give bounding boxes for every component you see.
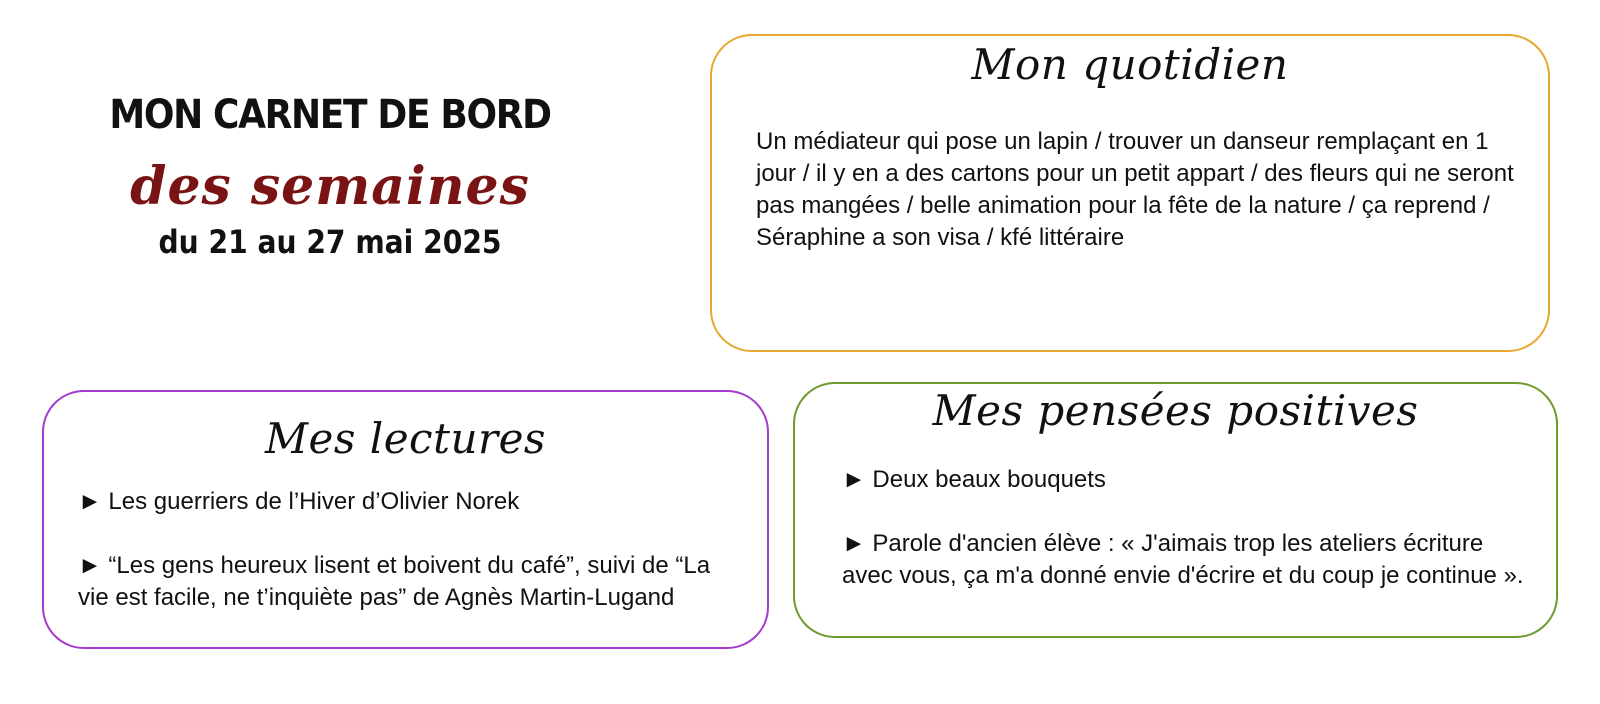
card-mes-pensees-positives [793,382,1558,638]
list-item: ► Deux beaux bouquets [842,466,1106,493]
card-title-lectures: Mes lectures [265,414,546,463]
card-title-quotidien: Mon quotidien [971,40,1289,89]
lectures-list [78,486,745,614]
date-range: du 21 au 27 mai 2025 [158,223,502,261]
quotidien-text: Un médiateur qui pose un lapin / trouver un danseur remplaçant en 1 jour / il y en a des cartons pour un petit appart / des fleurs qui ne seront pas mangées / belle animation pour la fête de la nature / ça reprend / Séraphine a son visa / kfé littéraire [756,128,1514,251]
title-block [60,92,600,261]
list-item: ► Parole d'ancien élève : « J'aimais trop les ateliers écriture avec vous, ça m'a donné envie d'écrire et du coup je continue ». [842,530,1524,589]
card-mon-quotidien [710,34,1550,352]
list-item: ► “Les gens heureux lisent et boivent du café”, suivi de “La vie est facile, ne t’inquiète pas” de Agnès Martin-Lugand [78,552,711,611]
card-title-positives: Mes pensées positives [932,386,1419,435]
page-subtitle: des semaines [130,156,530,217]
card-mes-lectures [42,390,769,649]
list-item: ► Les guerriers de l’Hiver d’Olivier Norek [78,488,520,515]
page-title: MON CARNET DE BORD [109,92,551,138]
positives-list [842,464,1526,592]
